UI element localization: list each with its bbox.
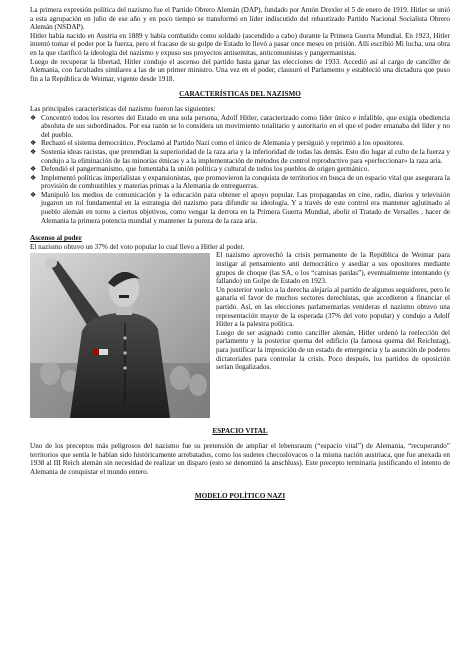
list-item-text: Defendió el pangermanismo, que fomentaba la unión política y cultural de todos los pueblos de origen germánico. (41, 165, 370, 174)
list-item-text: Rechazó el sistema democrático. Proclamó al Partido Nazi como el único de Alemania y persiguió y reprimió a los opositores. (41, 139, 405, 148)
characteristics-lead: Las principales características del nazismo fueron las siguientes: (30, 104, 216, 113)
photo-illustration (30, 253, 210, 418)
rise-paragraph-2: Un posterior vuelco a la derecha alejaría al partido de algunos seguidores, pero le ganaría el favor de muchos sectores derechistas, que accedieron a financiar el partido. Así, en las elecciones parlamentarias venideras el nazismo obtuvo una representación mayor de la esperada (37% del voto popular) y condujo a Adolf Hitler a la palestra política. (216, 285, 450, 329)
diamond-bullet-icon: ❖ (30, 113, 37, 122)
list-item (30, 148, 450, 165)
intro-paragraph-1: La primera expresión política del nazismo fue el Partido Obrero Alemán (DAP), fundado por Antón Drexler el 5 de enero de 1919. Hitler se unió a esta agrupación en julio de ese año y en poco tiempo se transformó en líder indiscutido del rebautizado Partido Nacional Socialista Obrero Alemán (NSDAP). (30, 6, 450, 32)
rise-paragraph-3: Luego de ser asignado como canciller alemán, Hitler ordenó la reelección del parlamento y la posterior quema del edificio (la famosa quema del Reichstag), para justificar la imposición de un estado de emergencia y la asunción de poderes dictatoriales para controlar la crisis. Poco después, los partidos de oposición serían ilegalizados. (216, 328, 450, 372)
section-heading-living-space: ESPACIO VITAL (212, 427, 268, 436)
section-heading-characteristics: CARACTERÍSTICAS DEL NAZISMO (179, 90, 301, 99)
hitler-salute-photo (30, 253, 210, 418)
characteristics-list (30, 114, 450, 226)
document-page (30, 6, 450, 507)
list-item (30, 114, 450, 140)
diamond-bullet-icon: ❖ (30, 165, 37, 174)
diamond-bullet-icon: ❖ (30, 173, 37, 182)
list-item (30, 165, 450, 174)
rise-paragraph-1: El nazismo aprovechó la crisis permanente de la República de Weimar para instigar al pensamiento anti democrático y asediar a sus opositores mediante grupos de choque (las SA, o los “camisas pardas”), eventualmente intentando (y fallando) un Golpe de Estado en 1923. (216, 251, 450, 286)
list-item-text: Manipuló los medios de comunicación y la educación para obtener el apoyo popular. Las propagandas en cine, radio, diarios y televisión jugaron un rol fundamental en la estrategia del nazismo para difundir su ideología. Y a través de este control era mantener aglutinado al pueblo alemán en torno a ciertos objetivos, como vengar la derrota en la Primera Guerra Mundial, abolir el Tratado de Versalles , hacer de Alemania la primera potencia mundial y mantener la pureza de la raza aria. (41, 190, 450, 225)
intro-paragraph-3: Luego de recuperar la libertad, Hitler condujo el ascenso del partido hasta ganar las elecciones de 1933. Accedió así al cargo de canciller de Alemania, con facultades similares a las de un primer ministro. Una vez en el poder, clausuró el Parlamento y estableció una dictadura que puso fin a la República de Weimar, vigente desde 1918. (30, 57, 450, 83)
intro-paragraph-2 (30, 32, 450, 58)
list-item-text: Implementó políticas imperialistas y expansionistas, que promovieron la conquista de territorios en busca de un espacio vital que asegurara la provisión de combustibles y materias primas a la Alemania de entreguerras. (41, 173, 450, 191)
diamond-bullet-icon: ❖ (30, 147, 37, 156)
diamond-bullet-icon: ❖ (30, 190, 37, 199)
list-item (30, 191, 450, 225)
section-heading-rise-to-power: Ascenso al poder (30, 234, 82, 243)
section-heading-nazi-political-model: MODELO POLÍTICO NAZI (194, 492, 286, 501)
living-space-paragraph: Uno de los preceptos más peligrosos del nazismo fue su pretensión de ampliar el lebensraum (“espacio vital”) de Alemania, “recuperando” territorios que sentía le habían sido históricamente arrebatados, como los sudetes checoslovacos o la misma nación austriaca, que fue anexada en 1938 al III Reich alemán sin necesidad de realizar un disparo (esto se denominó la anschluss). Este precepto terminaría justificando el intento de Alemania de conquistar el mundo entero. (30, 442, 450, 476)
diamond-bullet-icon: ❖ (30, 139, 37, 148)
intro-paragraph-2-text: Hitler había nacido en Austria en 1889 y había combatido como soldado (ascendido a cabo) durante la Primera Guerra Mundial. En 1923, Hitler intentó tomar el poder por la fuerza, pero el fracaso de su golpe de Estado lo llevó a pasar once meses en prisión. Allí escribió Mi lucha, una obra en la que clarificó la ideología del nazismo y expuso sus proyectos antisemitas, anticomunistas y pangermanistas. (30, 31, 450, 57)
list-item-text: Sostenía ideas racistas, que pretendían la superioridad de la raza aria y la inferioridad de todas las demás. Esto dio lugar al culto de la fuerza y condujo a la eliminación de las minorías étnicas y a la implementación de métodos de control reproductivo para «perfeccionar» la raza aria. (41, 147, 450, 165)
list-item-text: Concentró todos los resortes del Estado en una sola persona, Adolf Hitler, caracterizado como líder único e infalible, que exigía obediencia absoluta de sus subordinados. Por esa razón se lo considera un movimiento totalitario y autoritario en el que el poder emanaba del líder y no del pueblo. (41, 113, 450, 139)
list-item (30, 174, 450, 191)
list-item (30, 139, 450, 148)
rise-lead: El nazismo obtuvo un 37% del voto popular lo cual llevo a Hitler al poder. (30, 242, 245, 251)
